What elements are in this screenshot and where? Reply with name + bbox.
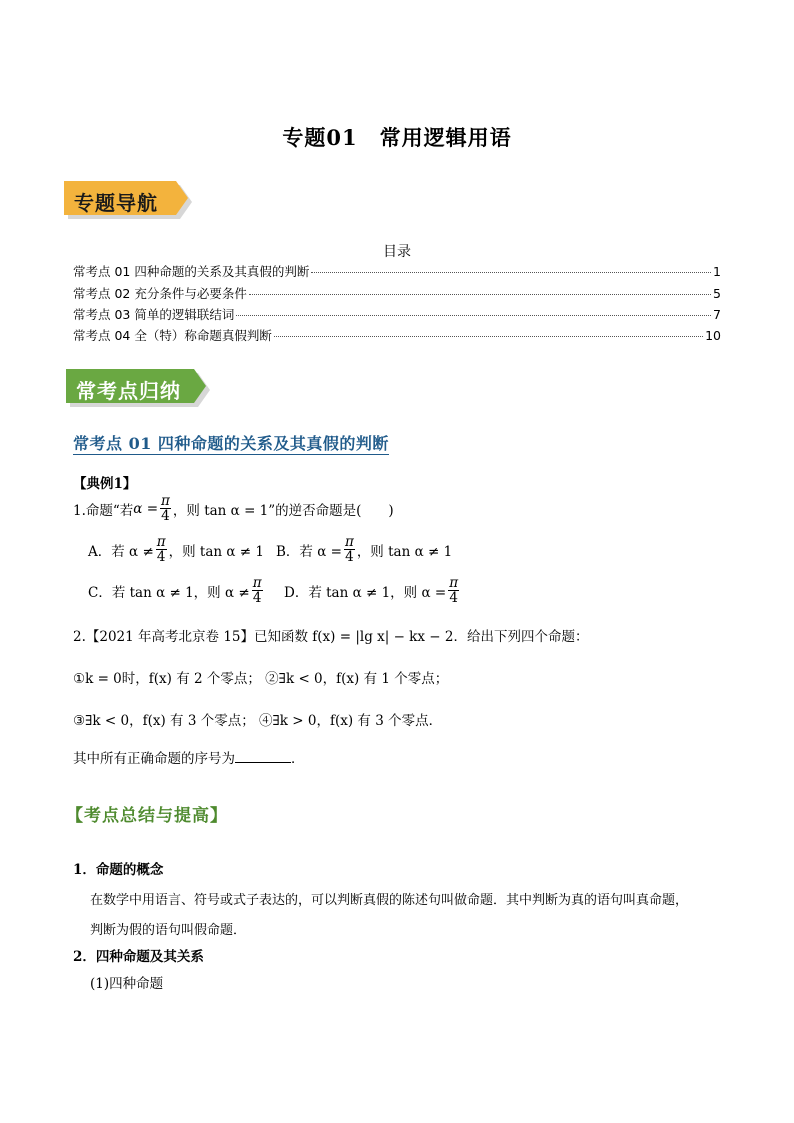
concept-2-subtitle: (1)四种命题 — [90, 976, 164, 992]
fraction-numerator: π — [252, 575, 262, 591]
question-2-statements-3-4: ③∃k < 0，f(x) 有 3 个零点； ④∃k > 0，f(x) 有 3 个零点． — [73, 713, 443, 729]
toc-item-label: 常考点 03 简单的逻辑联结词 — [73, 307, 235, 322]
summary-banner-label: 常考点归纳 — [76, 379, 181, 403]
nav-banner-label: 专题导航 — [74, 191, 158, 215]
fraction-numerator: π — [344, 534, 354, 550]
toc-item[interactable] — [73, 305, 721, 325]
concept-1-body-cont: 判断为假的语句叫假命题． — [90, 923, 247, 938]
option-a-pre: A．若 α ≠ — [88, 543, 154, 560]
option-d[interactable] — [284, 576, 461, 605]
fraction-numerator: π — [161, 493, 170, 509]
option-a[interactable] — [88, 535, 264, 564]
page-title: 专题01 常用逻辑用语 — [282, 125, 512, 150]
fraction-denominator: 4 — [345, 549, 354, 566]
concept-2-title: 2．四种命题及其关系 — [73, 949, 204, 965]
summary-banner — [66, 369, 212, 407]
q1-alpha-eq: α = — [133, 500, 159, 517]
toc-leader — [249, 294, 711, 295]
nav-banner — [64, 181, 194, 219]
fraction-pi-over-4 — [156, 535, 167, 564]
section-heading: 常考点 01 四种命题的关系及其真假的判断 — [73, 431, 389, 455]
toc-item-page: 10 — [705, 328, 721, 343]
option-b-post: ，则 tan α ≠ 1 — [356, 543, 453, 560]
fraction-pi-over-4 — [448, 576, 459, 605]
fraction-denominator: 4 — [252, 590, 262, 607]
option-b[interactable] — [276, 535, 452, 564]
q1-prefix: 1.命题“若 — [73, 502, 134, 519]
toc-item-label: 常考点 01 四种命题的关系及其真假的判断 — [73, 264, 310, 279]
fraction-pi-over-4 — [252, 576, 263, 605]
question-2-stem: 2.【2021 年高考北京卷 15】已知函数 f(x) = |lg x| − kx − 2．给出下列四个命题： — [73, 629, 589, 645]
fraction-pi-over-4 — [344, 535, 355, 564]
toc-item-page: 5 — [713, 286, 721, 301]
toc-leader — [236, 315, 711, 316]
concept-1-title: 1．命题的概念 — [73, 862, 164, 878]
answer-prompt: 其中所有正确命题的序号为 — [73, 751, 235, 767]
option-b-pre: B．若 α = — [276, 543, 342, 560]
fraction-denominator: 4 — [156, 549, 166, 566]
question-2-answer-line — [73, 747, 305, 767]
answer-end: ． — [291, 751, 305, 767]
example-label: 【典例1】 — [73, 476, 137, 492]
option-a-post: ，则 tan α ≠ 1 — [168, 543, 264, 560]
concept-1-body: 在数学中用语言、符号或式子表达的，可以判断真假的陈述句叫做命题．其中判断为真的语句叫真命题， — [90, 893, 689, 908]
summary-heading: 【考点总结与提高】 — [66, 806, 228, 826]
toc-item[interactable] — [73, 262, 721, 282]
fraction-pi-over-4 — [160, 494, 171, 523]
answer-blank[interactable] — [235, 762, 291, 763]
fraction-denominator: 4 — [161, 508, 170, 525]
toc-title: 目录 — [383, 244, 411, 260]
option-d-pre: D．若 tan α ≠ 1，则 α = — [284, 584, 447, 601]
option-c[interactable] — [88, 576, 265, 605]
toc-item[interactable] — [73, 284, 721, 304]
fraction-numerator: π — [156, 534, 166, 550]
question-2-statements-1-2: ①k = 0时，f(x) 有 2 个零点； ②∃k < 0，f(x) 有 1 个零点； — [73, 671, 449, 687]
toc-item-page: 7 — [713, 307, 721, 322]
toc-item-label: 常考点 04 全（特）称命题真假判断 — [73, 328, 272, 343]
fraction-numerator: π — [449, 575, 459, 591]
toc-item[interactable] — [73, 326, 721, 346]
toc-item-label: 常考点 02 充分条件与必要条件 — [73, 286, 247, 301]
q1-mid: ，则 tan α = 1”的逆否命题是( ) — [172, 502, 394, 519]
toc-leader — [274, 336, 703, 337]
question-1-stem — [73, 494, 394, 523]
option-c-pre: C．若 tan α ≠ 1，则 α ≠ — [88, 584, 250, 601]
fraction-denominator: 4 — [449, 590, 458, 607]
toc-leader — [311, 272, 711, 273]
toc-item-page: 1 — [713, 264, 721, 279]
